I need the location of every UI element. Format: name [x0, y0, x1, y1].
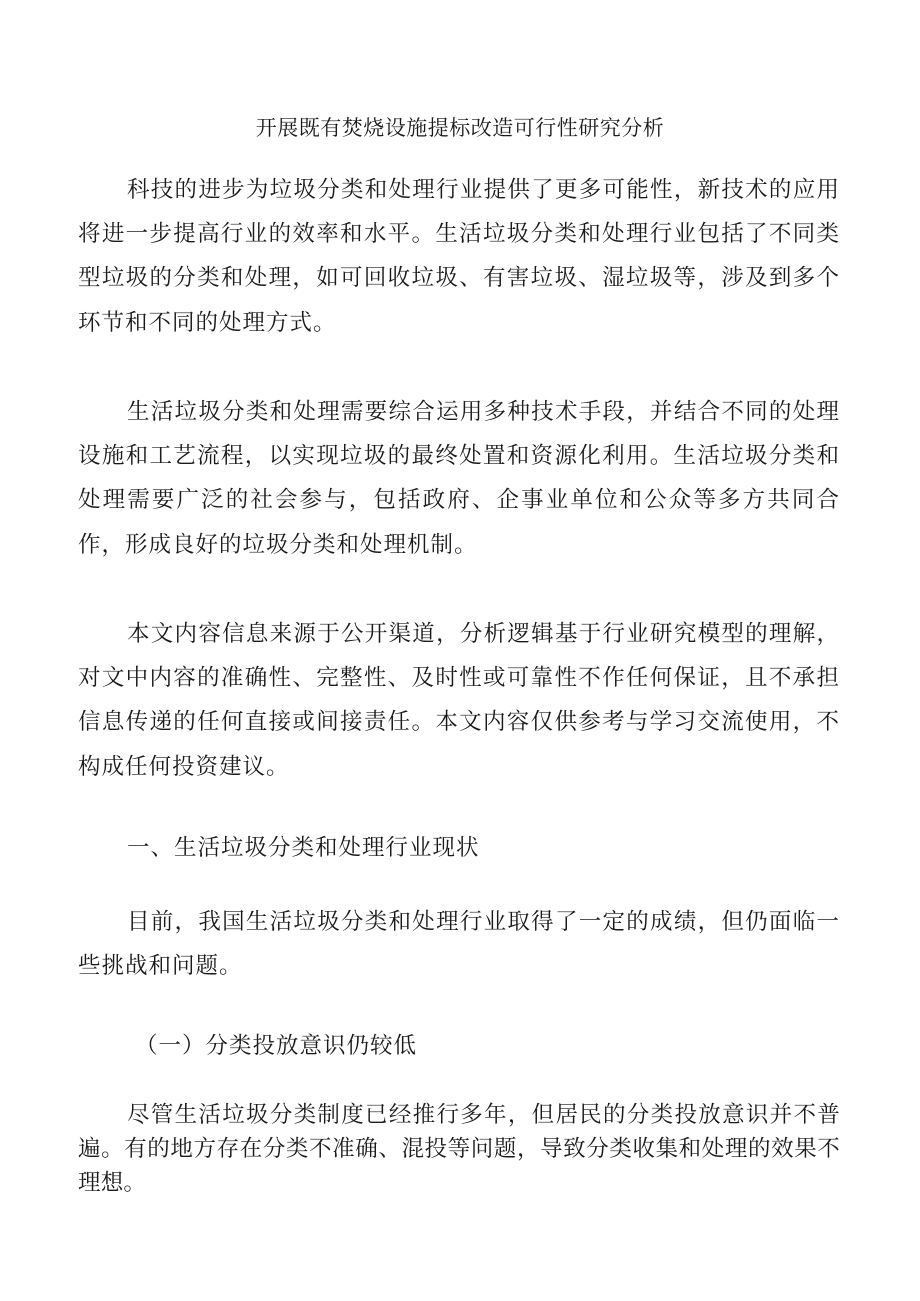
section-heading: 一、生活垃圾分类和处理行业现状 — [127, 835, 480, 861]
paragraph-technology: 生活垃圾分类和处理需要综合运用多种技术手段，并结合不同的处理设施和工艺流程，以实现垃圾的最终处置和资源化利用。生活垃圾分类和处理需要广泛的社会参与，包括政府、企事业单位和公众等多方共同合作，形成良好的垃圾分类和处理机制。 — [78, 399, 840, 558]
paragraph-current-status: 目前，我国生活垃圾分类和处理行业取得了一定的成绩，但仍面临一些挑战和问题。 — [78, 909, 840, 980]
subsection-heading: （一）分类投放意识仍较低 — [135, 1033, 418, 1059]
document-title: 开展既有焚烧设施提标改造可行性研究分析 — [255, 116, 665, 140]
paragraph-disclaimer: 本文内容信息来源于公开渠道，分析逻辑基于行业研究模型的理解，对文中内容的准确性、完整性、及时性或可靠性不作任何保证，且不承担信息传递的任何直接或间接责任。本文内容仅供参考与学习交流使用，不构成任何投资建议。 — [78, 621, 840, 780]
paragraph-intro: 科技的进步为垃圾分类和处理行业提供了更多可能性，新技术的应用将进一步提高行业的效率和水平。生活垃圾分类和处理行业包括了不同类型垃圾的分类和处理，如可回收垃圾、有害垃圾、湿垃圾等，涉及到多个环节和不同的处理方式。 — [78, 177, 840, 336]
paragraph-awareness: 尽管生活垃圾分类制度已经推行多年，但居民的分类投放意识并不普遍。有的地方存在分类不准确、混投等问题，导致分类收集和处理的效果不理想。 — [78, 1102, 840, 1196]
